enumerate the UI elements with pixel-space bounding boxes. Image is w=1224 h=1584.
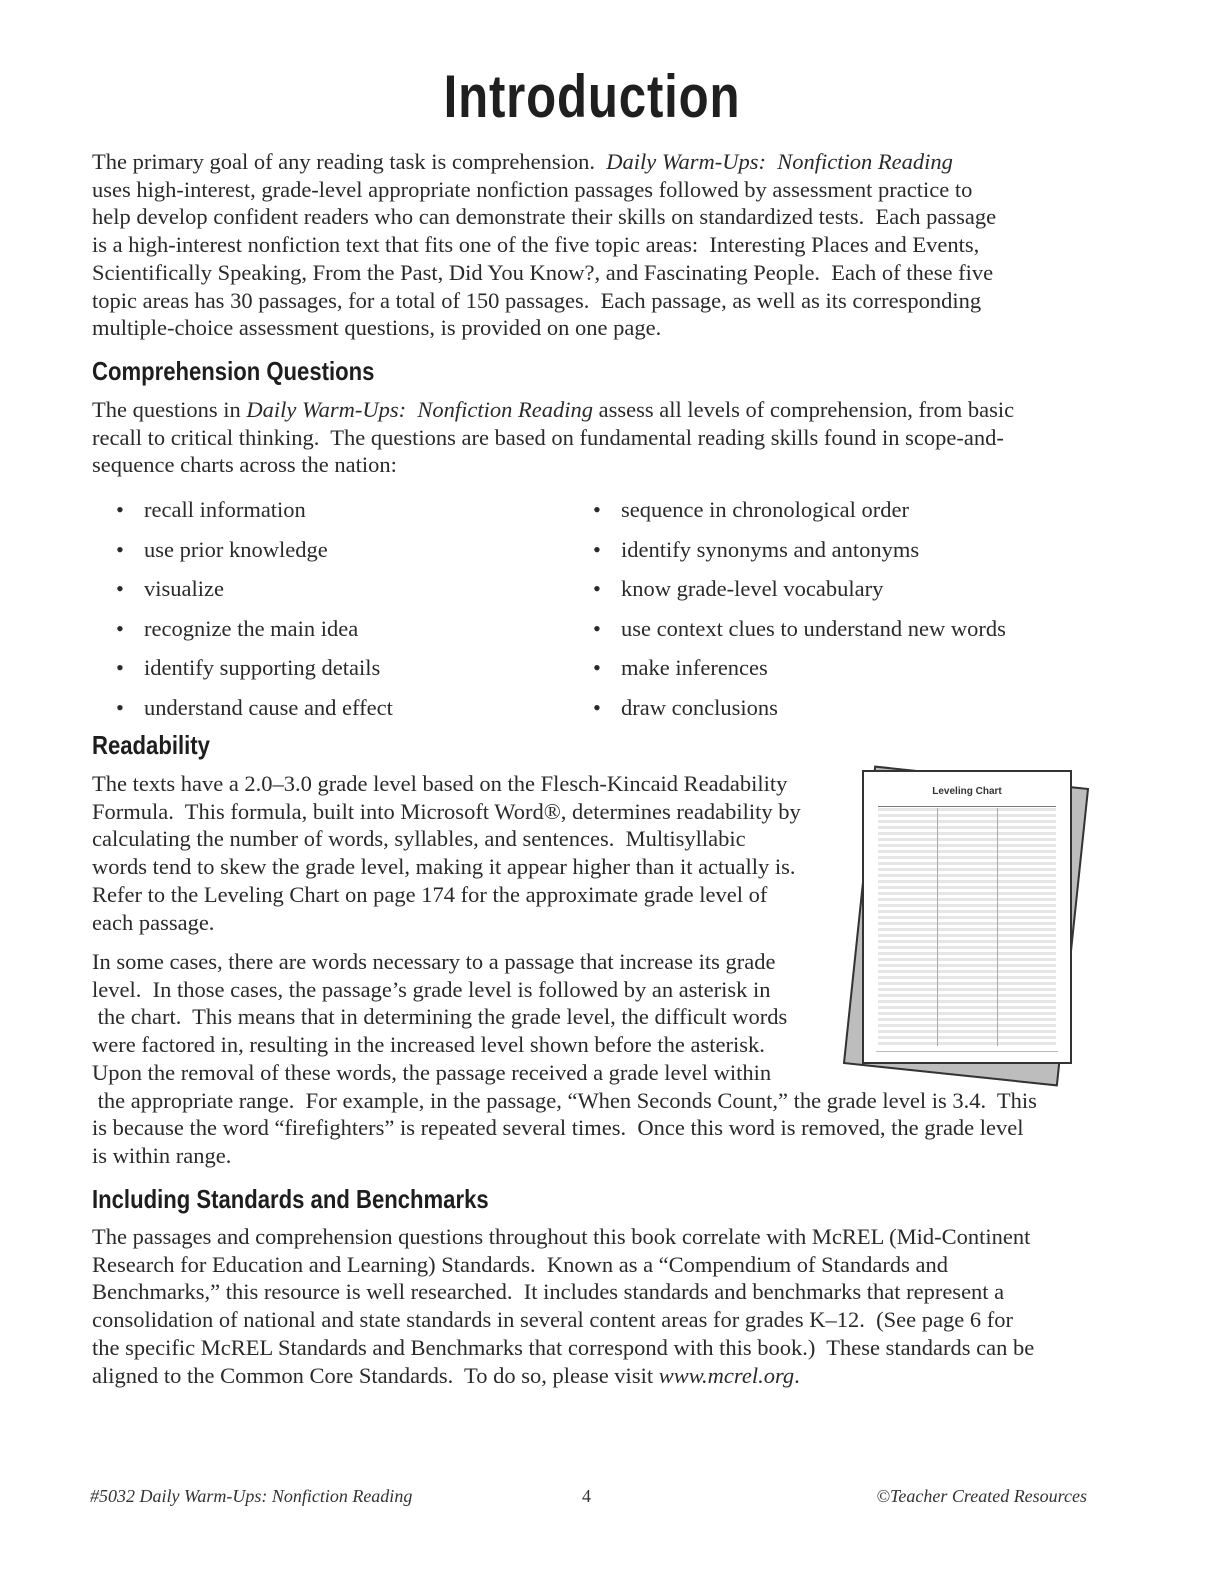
readability-heading: Readability xyxy=(92,730,210,760)
text-run: The primary goal of any reading task is comprehension. xyxy=(92,149,607,174)
italic-text: www.mcrel.org xyxy=(658,1362,795,1388)
chart-column-headers xyxy=(878,800,1056,807)
list-item xyxy=(593,688,1006,728)
text-line xyxy=(92,259,996,287)
text-run: aligned to the Common Core Standards. To do so, please visit xyxy=(92,1362,659,1388)
footer-publisher: ©Teacher Created Resources xyxy=(876,1486,1087,1506)
text-line xyxy=(92,203,996,231)
text-line: In some cases, there are words necessary to a passage that increase its grade xyxy=(92,949,776,974)
text-run: topic areas has 30 passages, for a total of 150 passages. Each passage, as well as its corresponding xyxy=(92,287,982,313)
footer-book-title: #5032 Daily Warm-Ups: Nonfiction Reading xyxy=(90,1486,413,1506)
text-line: calculating the number of words, syllables, and sentences. Multisyllabic xyxy=(92,826,746,852)
text-line: Upon the removal of these words, the passage received a grade level within xyxy=(92,1059,772,1085)
skills-list-right xyxy=(593,490,1006,728)
text-run: is a high-interest nonfiction text that fits one of the five topic areas: Interesting Places and Events, xyxy=(92,232,980,258)
text-run: consolidation of national and state standards in several content areas for grades K–12. (See page 6 for xyxy=(92,1307,1013,1333)
list-item xyxy=(116,490,393,530)
text-line: is within range. xyxy=(92,1142,232,1168)
bullet-icon: • xyxy=(116,655,124,681)
text-line xyxy=(92,314,996,342)
chart-table-rows xyxy=(878,808,1056,1046)
text-line: the chart. This means that in determining the grade level, the difficult words xyxy=(92,1004,788,1030)
text-line xyxy=(92,1223,1034,1251)
list-item-label: use context clues to understand new words xyxy=(621,615,1006,641)
text-run: uses high-interest, grade-level appropriate nonfiction passages followed by assessment practice to xyxy=(92,176,973,202)
text-run: recall to critical thinking. The questions are based on fundamental reading skills found in scope-and- xyxy=(92,424,1004,450)
standards-heading: Including Standards and Benchmarks xyxy=(92,1184,489,1214)
text-line xyxy=(92,1306,1034,1334)
text-run: Research for Education and Learning) Standards. Known as a “Compendium of Standards and xyxy=(92,1251,949,1277)
text-line xyxy=(92,148,996,176)
list-item-label: recall information xyxy=(144,497,306,522)
text-line: the appropriate range. For example, in the passage, “When Seconds Count,” the grade level is 3.4. This xyxy=(92,1087,1037,1113)
list-item-label: sequence in chronological order xyxy=(621,497,910,522)
list-item xyxy=(593,609,1006,649)
bullet-icon: • xyxy=(593,694,601,720)
bullet-icon: • xyxy=(593,536,601,562)
list-item xyxy=(593,530,1006,570)
text-line: were factored in, resulting in the increased level shown before the asterisk. xyxy=(92,1032,765,1058)
bullet-icon: • xyxy=(116,536,124,562)
text-run: The questions in xyxy=(92,397,247,422)
chart-front-sheet xyxy=(862,770,1072,1064)
text-line xyxy=(92,1362,1034,1390)
list-item xyxy=(116,530,393,570)
text-line: Formula. This formula, built into Microsoft Word®, determines readability by xyxy=(92,798,801,824)
text-line: each passage. xyxy=(92,909,215,935)
list-item-label: identify supporting details xyxy=(144,655,381,681)
bullet-icon: • xyxy=(116,694,124,720)
footer-page-number: 4 xyxy=(582,1486,591,1506)
leveling-chart-thumbnail xyxy=(848,768,1088,1078)
text-run: Benchmarks,” this resource is well researched. It includes standards and benchmarks that represent a xyxy=(92,1279,1005,1305)
chart-divider xyxy=(937,808,938,1046)
text-run: Scientifically Speaking, From the Past, Did You Know?, and Fascinating People. Each of these five xyxy=(92,259,994,285)
skills-list-left xyxy=(116,490,393,728)
intro-paragraph xyxy=(92,148,996,342)
text-line xyxy=(92,396,1014,424)
text-line: is because the word “firefighters” is repeated several times. Once this word is removed, the grade level xyxy=(92,1115,1024,1141)
list-item-label: use prior knowledge xyxy=(144,536,328,562)
list-item xyxy=(116,648,393,688)
chart-footer-line xyxy=(876,1051,1058,1056)
text-run: The passages and comprehension questions throughout this book correlate with McREL (Mid-Continent xyxy=(92,1224,1031,1249)
text-run: assess all levels of comprehension, from basic xyxy=(593,397,1015,422)
text-run: help develop confident readers who can demonstrate their skills on standardized tests. Each passage xyxy=(92,204,997,230)
list-item-label: know grade-level vocabulary xyxy=(621,576,884,602)
chart-divider xyxy=(997,808,998,1046)
list-item xyxy=(593,569,1006,609)
list-item xyxy=(593,648,1006,688)
bullet-icon: • xyxy=(593,615,601,641)
list-item-label: understand cause and effect xyxy=(144,694,393,720)
list-item-label: visualize xyxy=(144,576,224,602)
leveling-chart-title: Leveling Chart xyxy=(932,786,1002,797)
text-run: the specific McREL Standards and Benchmarks that correspond with this book.) These standards can be xyxy=(92,1334,1035,1360)
text-line xyxy=(92,1251,1034,1279)
text-line xyxy=(92,1278,1034,1306)
bullet-icon: • xyxy=(116,576,124,602)
list-item xyxy=(116,609,393,649)
text-run: multiple-choice assessment questions, is provided on one page. xyxy=(92,315,662,341)
list-item-label: draw conclusions xyxy=(621,694,778,720)
bullet-icon: • xyxy=(116,615,124,641)
list-item xyxy=(116,569,393,609)
text-line xyxy=(92,287,996,315)
text-line xyxy=(92,231,996,259)
list-item-label: recognize the main idea xyxy=(144,615,359,641)
list-item-label: make inferences xyxy=(621,655,768,681)
bullet-icon: • xyxy=(593,497,601,522)
standards-paragraph xyxy=(92,1223,1034,1389)
italic-text: Daily Warm-Ups: Nonfiction Reading xyxy=(246,397,593,422)
text-line: The texts have a 2.0–3.0 grade level based on the Flesch-Kincaid Readability xyxy=(92,771,788,796)
text-line: words tend to skew the grade level, making it appear higher than it actually is. xyxy=(92,854,796,880)
comprehension-paragraph xyxy=(92,396,1014,479)
text-line xyxy=(92,1334,1034,1362)
text-line xyxy=(92,451,1014,479)
bullet-icon: • xyxy=(593,655,601,681)
text-line xyxy=(92,424,1014,452)
text-run: . xyxy=(794,1362,800,1388)
list-item-label: identify synonyms and antonyms xyxy=(621,536,920,562)
text-run: sequence charts across the nation: xyxy=(92,452,397,478)
list-item xyxy=(116,688,393,728)
text-line: Refer to the Leveling Chart on page 174 for the approximate grade level of xyxy=(92,881,768,907)
text-line xyxy=(92,176,996,204)
list-item xyxy=(593,490,1006,530)
italic-text: Daily Warm-Ups: Nonfiction Reading xyxy=(606,149,953,174)
bullet-icon: • xyxy=(593,576,601,602)
readability-paragraph-1 xyxy=(92,770,801,936)
comprehension-heading: Comprehension Questions xyxy=(92,356,375,386)
page-title: Introduction xyxy=(443,63,741,130)
bullet-icon: • xyxy=(116,497,124,522)
text-line: level. In those cases, the passage’s grade level is followed by an asterisk in xyxy=(92,976,771,1002)
